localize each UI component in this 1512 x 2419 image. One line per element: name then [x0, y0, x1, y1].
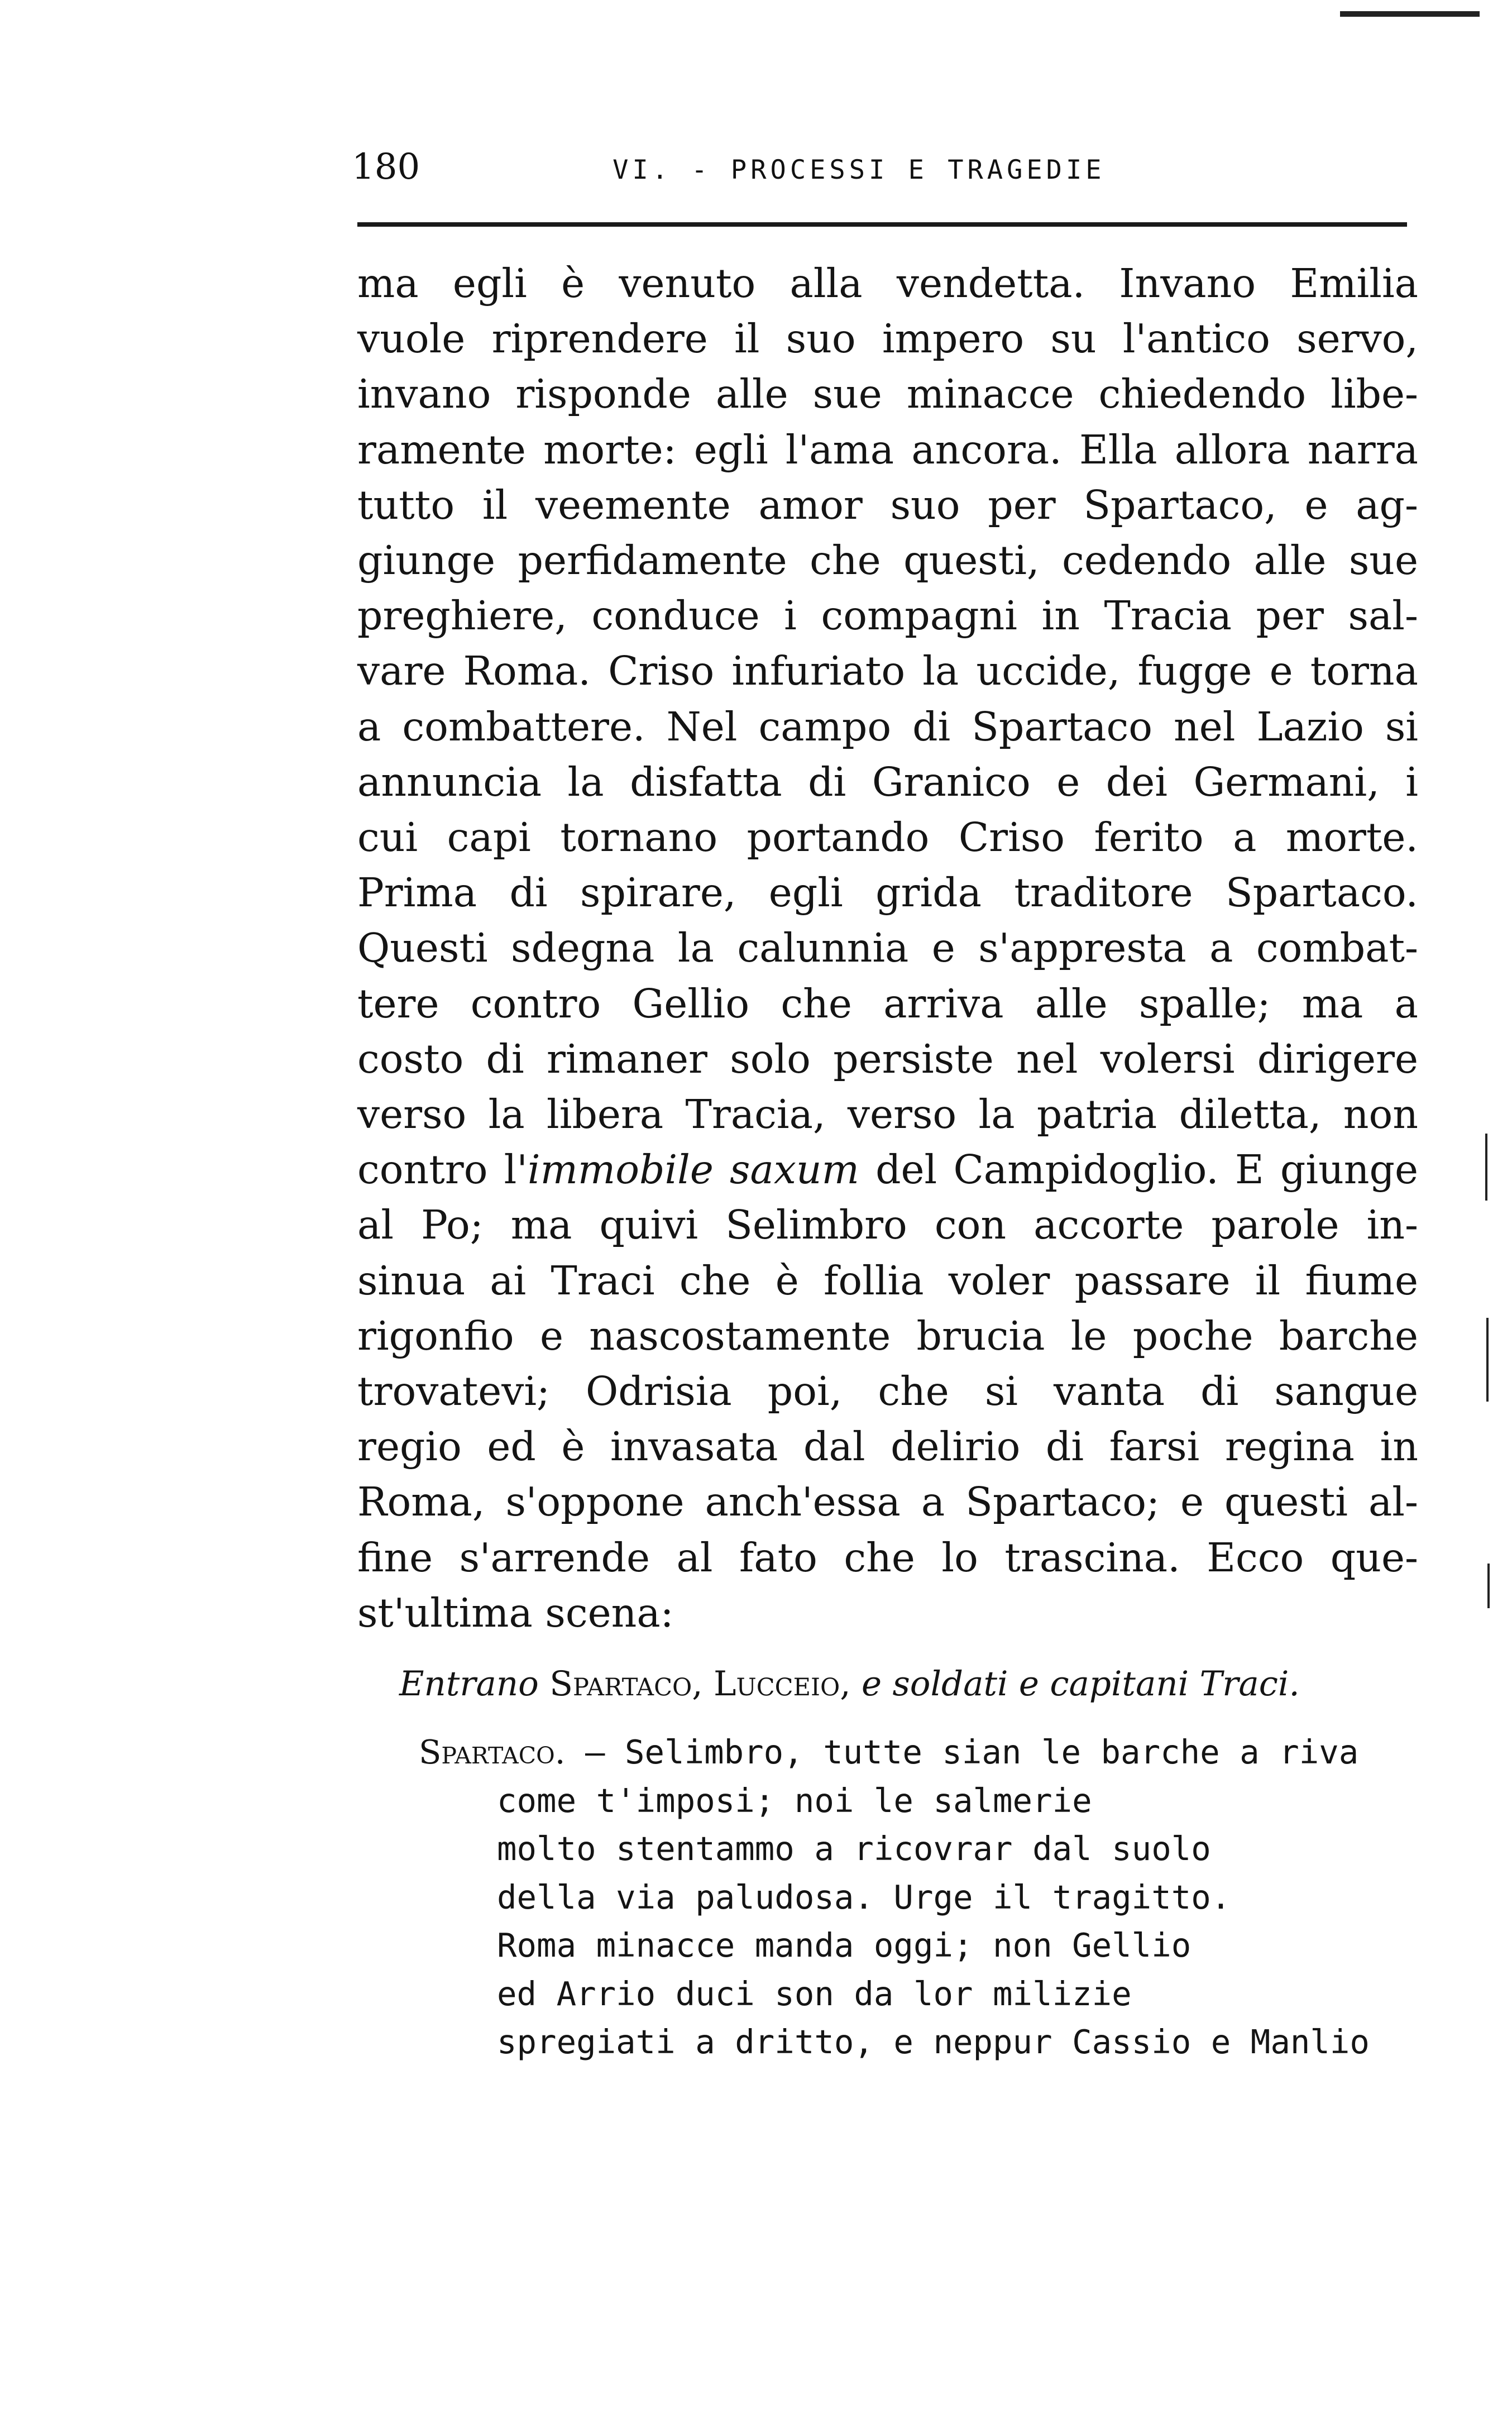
verse-line: Roma minacce manda oggi; non Gellio: [497, 1926, 1192, 1964]
verse-line: della via paludosa. Urge il tragitto.: [497, 1877, 1231, 1916]
verse-line: ed Arrio duci son da lor milizie: [497, 1974, 1132, 2013]
verse-line: spregiati a dritto, e neppur Cassio e Manlio: [497, 2023, 1370, 2061]
text-line: ma egli è venuto alla vendetta. Invano Emilia: [357, 260, 1418, 307]
text-line-with-italic: [357, 1142, 1418, 1197]
text-line: Questi sdegna la calunnia e s'appresta a combat-: [357, 925, 1418, 972]
text-line: regio ed è invasata dal delirio di farsi regina in: [357, 1423, 1418, 1470]
text-line: trovatevi; Odrisia poi, che si vanta di sangue: [357, 1368, 1418, 1415]
page-number: 180: [352, 146, 420, 188]
running-head: VI. - PROCESSI E TRAGEDIE: [613, 155, 1106, 185]
text-line: costo di rimaner solo persiste nel volersi dirigere: [357, 1035, 1418, 1082]
text-segment: del Campidoglio. E giunge: [859, 1146, 1418, 1193]
page-header: [352, 146, 1418, 197]
verse-line: molto stentammo a ricovrar dal suolo: [497, 1829, 1211, 1868]
text-line: Prima di spirare, egli grida traditore Spartaco.: [357, 869, 1418, 916]
text-line: vuole riprendere il suo impero su l'antico servo,: [357, 315, 1418, 362]
text-line: sinua ai Traci che è follia voler passare il fiume: [357, 1257, 1418, 1304]
stage-character-names: Spartaco, Lucceio,: [549, 1664, 851, 1704]
text-line: fine s'arrende al fato che lo trascina. Ecco que-: [357, 1534, 1418, 1581]
text-line: annuncia la disfatta di Granico e dei Germani, i: [357, 758, 1418, 805]
verse-block: [419, 1728, 1379, 2067]
scan-mark: [1340, 11, 1480, 17]
text-line: preghiere, conduce i compagni in Tracia per sal-: [357, 592, 1418, 639]
verse-line: come t'imposi; noi le salmerie: [497, 1781, 1092, 1820]
text-line: giunge perfidamente che questi, cedendo alle sue: [357, 537, 1418, 584]
text-line: invano risponde alle sue minacce chiedendo libe-: [357, 371, 1418, 418]
text-line: a combattere. Nel campo di Spartaco nel Lazio si: [357, 703, 1418, 750]
text-line: ramente morte: egli l'ama ancora. Ella allora narra: [357, 426, 1418, 473]
speaker-name: Spartaco.: [419, 1733, 566, 1771]
text-line: Roma, s'oppone anch'essa a Spartaco; e questi al-: [357, 1479, 1418, 1526]
body-paragraph: [357, 256, 1418, 1641]
scan-mark: [1487, 1564, 1490, 1608]
stage-entrano: Entrano: [399, 1664, 539, 1704]
verse-line: — Selimbro, tutte sian le barche a riva: [585, 1733, 1359, 1771]
text-line: tere contro Gellio che arriva alle spalle; ma a: [357, 980, 1418, 1027]
header-rule: [357, 222, 1407, 227]
verse-first-line: [419, 1728, 1379, 1777]
text-line: verso la libera Tracia, verso la patria diletta, non: [357, 1091, 1418, 1138]
text-segment: contro l': [357, 1146, 528, 1193]
stage-direction: [399, 1664, 1393, 1704]
text-line: tutto il veemente amor suo per Spartaco, e ag-: [357, 481, 1418, 528]
text-line-last: st'ultima scena:: [357, 1589, 674, 1636]
text-line: al Po; ma quivi Selimbro con accorte parole in-: [357, 1202, 1418, 1249]
text-line: cui capi tornano portando Criso ferito a morte.: [357, 814, 1418, 861]
scan-mark: [1486, 1318, 1489, 1402]
text-line: vare Roma. Criso infuriato la uccide, fugge e torna: [357, 648, 1418, 695]
italic-phrase: immobile saxum: [527, 1146, 859, 1193]
scan-mark: [1485, 1134, 1487, 1201]
text-line: rigonfio e nascostamente brucia le poche barche: [357, 1312, 1418, 1359]
stage-rest: e soldati e capitani Traci.: [862, 1664, 1300, 1704]
